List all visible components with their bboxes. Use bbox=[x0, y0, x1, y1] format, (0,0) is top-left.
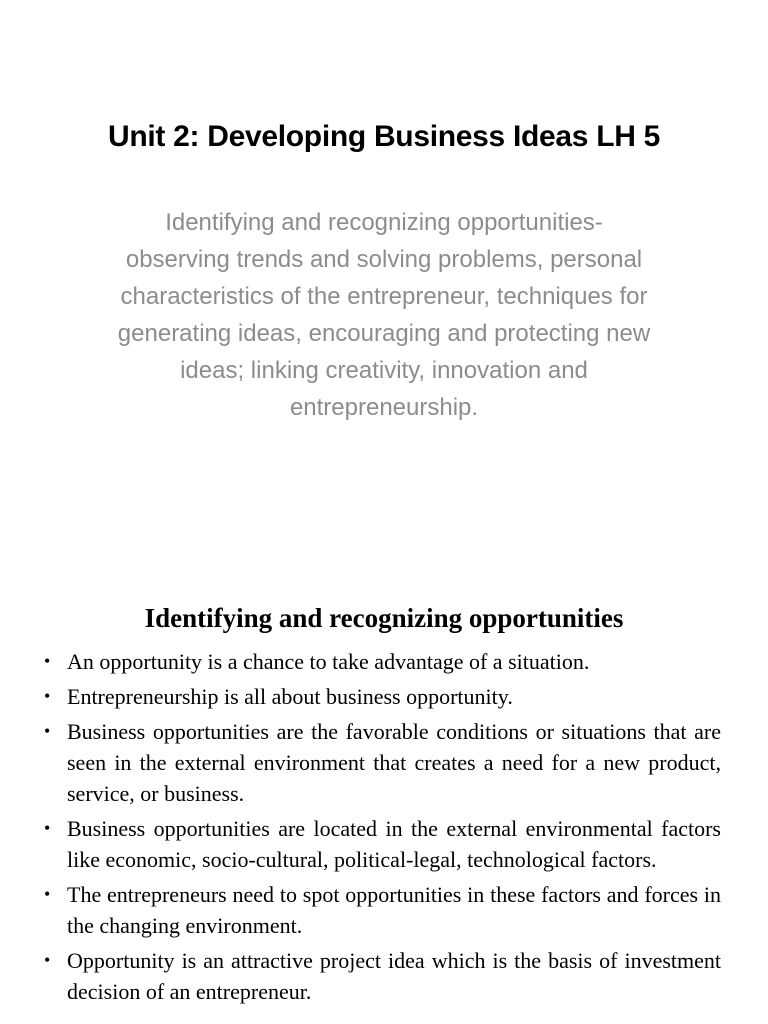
bullet-list bbox=[44, 646, 721, 1011]
list-item bbox=[44, 813, 721, 875]
bullet-text: Business opportunities are located in the external environmental factors like economic, socio-cultural, political-legal, technological factors. bbox=[67, 816, 721, 872]
list-item bbox=[44, 716, 721, 809]
bullet-icon: • bbox=[44, 884, 51, 904]
content-slide bbox=[0, 570, 768, 1024]
list-item bbox=[44, 681, 721, 712]
bullet-text: The entrepreneurs need to spot opportunities in these factors and forces in the changing environment. bbox=[67, 882, 721, 938]
bullet-icon: • bbox=[44, 950, 51, 970]
slide-title: Unit 2: Developing Business Ideas LH 5 bbox=[107, 120, 661, 153]
bullet-text: Business opportunities are the favorable conditions or situations that are seen in the external environment that creates a need for a new product, service, or business. bbox=[67, 719, 721, 806]
bullet-icon: • bbox=[44, 686, 51, 706]
bullet-icon: • bbox=[44, 721, 51, 741]
bullet-text: An opportunity is a chance to take advantage of a situation. bbox=[67, 649, 590, 674]
bullet-icon: • bbox=[44, 651, 51, 671]
content-heading: Identifying and recognizing opportunities bbox=[144, 603, 624, 633]
bullet-icon: • bbox=[44, 818, 51, 838]
list-item bbox=[44, 646, 721, 677]
list-item bbox=[44, 945, 721, 1007]
list-item bbox=[44, 879, 721, 941]
bullet-text: Entrepreneurship is all about business opportunity. bbox=[67, 684, 513, 709]
bullet-text: Opportunity is an attractive project idea which is the basis of investment decision of an entrepreneur. bbox=[67, 948, 721, 1004]
slide-subtitle: Identifying and recognizing opportunities- observing trends and solving problems, personal characteristics of the entrepreneur, techniques for generating ideas, encouraging and protecting new ideas; linking creativity, innovation and entrepreneurship. bbox=[117, 209, 651, 421]
